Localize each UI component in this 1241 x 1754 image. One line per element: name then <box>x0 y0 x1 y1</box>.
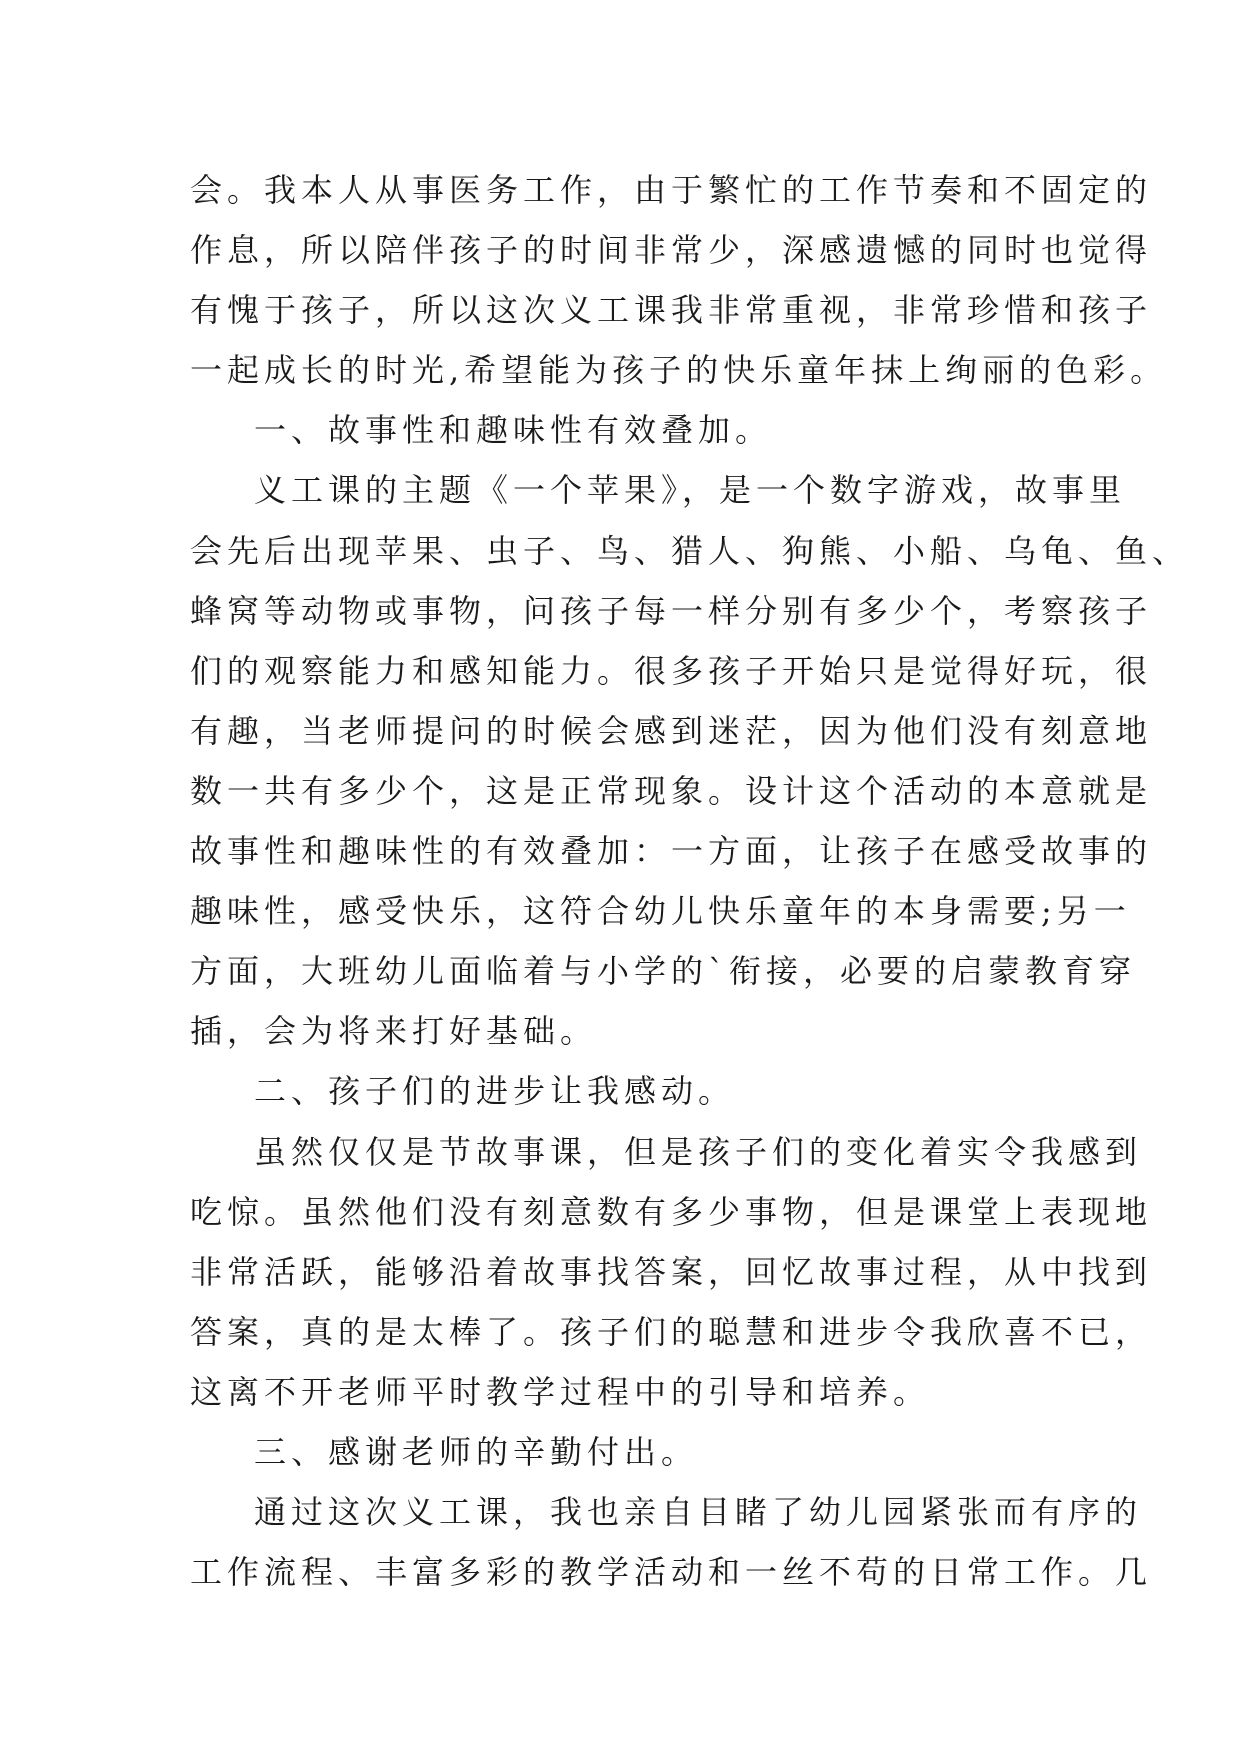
text-line: 会。我本人从事医务工作，由于繁忙的工作节奏和不固定的 <box>190 171 1153 209</box>
text-line: 有愧于孩子，所以这次义工课我非常重视，非常珍惜和孩子 <box>190 291 1153 330</box>
body-text <box>190 160 1190 1602</box>
text-line: 插，会为将来打好基础。 <box>190 1012 598 1051</box>
text-line: 们的观察能力和感知能力。很多孩子开始只是觉得好玩，很 <box>190 651 1153 690</box>
text-line: 趣味性，感受快乐，这符合幼儿快乐童年的本身需要;另一 <box>190 892 1131 931</box>
text-line: 非常活跃，能够沿着故事找答案，回忆故事过程，从中找到 <box>190 1252 1153 1291</box>
text-line: 蜂窝等动物或事物，问孩子每一样分别有多少个，考察孩子 <box>190 591 1153 630</box>
text-line: 作息，所以陪伴孩子的时间非常少，深感遗憾的同时也觉得 <box>190 231 1153 270</box>
text-line: 会先后出现苹果、虫子、鸟、猎人、狗熊、小船、乌龟、鱼、 <box>190 531 1190 570</box>
text-line: 方面，大班幼儿面临着与小学的`衔接，必要的启蒙教育穿 <box>190 952 1137 991</box>
section-heading-3: 三、感谢老师的辛勤付出。 <box>254 1432 699 1471</box>
text-line: 义工课的主题《一个苹果》，是一个数字游戏，故事里 <box>254 471 1127 510</box>
text-line: 有趣，当老师提问的时候会感到迷茫，因为他们没有刻意地 <box>190 711 1153 750</box>
text-line: 通过这次义工课，我也亲自目睹了幼儿园紧张而有序的 <box>254 1493 1143 1532</box>
text-line: 虽然仅仅是节故事课，但是孩子们的变化着实令我感到 <box>254 1132 1143 1171</box>
text-line: 答案，真的是太棒了。孩子们的聪慧和进步令我欣喜不已， <box>190 1312 1153 1351</box>
text-line: 工作流程、丰富多彩的教学活动和一丝不苟的日常工作。几 <box>190 1553 1153 1592</box>
text-line: 吃惊。虽然他们没有刻意数有多少事物，但是课堂上表现地 <box>190 1192 1153 1231</box>
text-line: 这离不开老师平时教学过程中的引导和培养。 <box>190 1372 931 1411</box>
section-heading-1: 一、故事性和趣味性有效叠加。 <box>254 411 773 450</box>
text-line: 故事性和趣味性的有效叠加：一方面，让孩子在感受故事的 <box>190 832 1153 871</box>
text-line: 数一共有多少个，这是正常现象。设计这个活动的本意就是 <box>190 771 1153 810</box>
section-heading-2: 二、孩子们的进步让我感动。 <box>254 1072 736 1111</box>
text-line: 一起成长的时光,希望能为孩子的快乐童年抹上绚丽的色彩。 <box>190 351 1168 390</box>
